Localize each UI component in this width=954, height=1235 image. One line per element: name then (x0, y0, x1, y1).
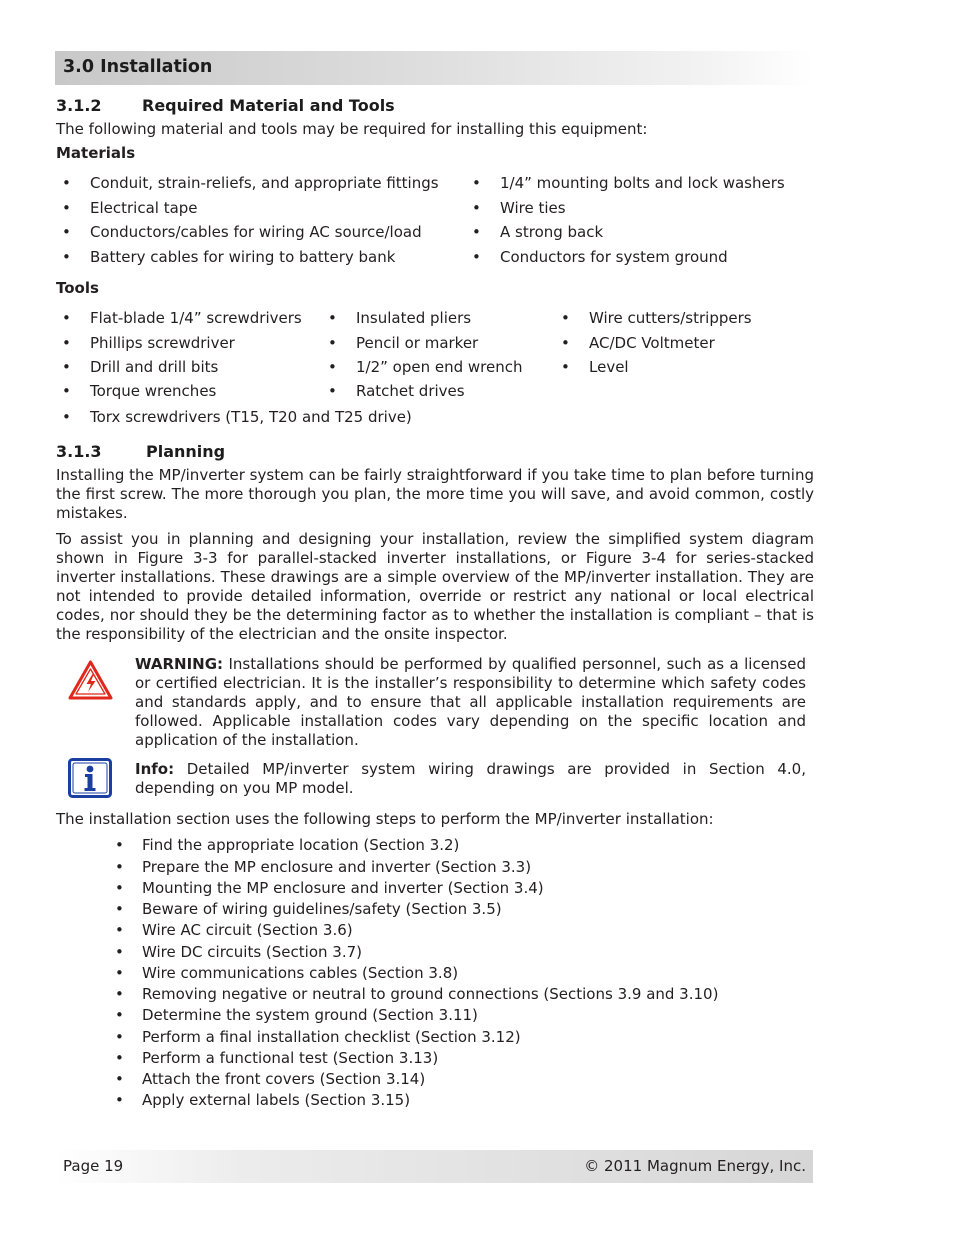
electrical-hazard-warning-icon (68, 659, 113, 701)
planning-paragraph-1: Installing the MP/inverter system can be fairly straightforward if you take time to plan before turning the first screw. The more thorough you plan, the more time you will save, and avoid common, costly mistakes. (56, 466, 814, 522)
page-number: Page 19 (63, 1157, 124, 1175)
info-text: Detailed MP/inverter system wiring drawings are provided in Section 4.0, depending on you MP model. (135, 760, 806, 797)
section-title: 3.0 Installation (63, 57, 213, 77)
info-label: Info: (135, 760, 175, 778)
warning-label: WARNING: (135, 655, 224, 673)
tools-heading: Tools (56, 279, 99, 297)
steps-intro: The installation section uses the following steps to perform the MP/inverter installation: (56, 810, 714, 828)
heading-number: 3.1.2 (56, 96, 102, 115)
info-notice (135, 760, 806, 798)
heading-text: Required Material and Tools (142, 96, 395, 115)
materials-heading: Materials (56, 144, 136, 162)
heading-number: 3.1.3 (56, 442, 102, 461)
warning-notice (135, 655, 806, 750)
copyright: © 2011 Magnum Energy, Inc. (584, 1157, 806, 1175)
heading-3-1-3 (56, 442, 756, 462)
heading-3-1-2 (56, 96, 756, 116)
info-icon (68, 758, 112, 798)
intro-text: The following material and tools may be required for installing this equipment: (56, 120, 648, 138)
planning-paragraph-2: To assist you in planning and designing your installation, review the simplified system diagram shown in Figure 3-3 for parallel-stacked inverter installations, or Figure 3-4 for series-stacked inverter installations. These drawings are a simple overview of the MP/inverter installation. They are not intended to provide detailed information, override or restrict any national or local electrical codes, nor should they be the determining factor as to whether the installation is compliant – that is the responsibility of the electrician and the onsite inspector. (56, 530, 814, 643)
heading-text: Planning (146, 442, 226, 461)
warning-text: Installations should be performed by qualified personnel, such as a licensed or certified electrician. It is the installer’s responsibility to determine which safety codes and standards apply, and to ensure that all applicable installation requirements are followed. Applicable installation codes vary depending on the specific location and application of the installation. (135, 655, 806, 749)
